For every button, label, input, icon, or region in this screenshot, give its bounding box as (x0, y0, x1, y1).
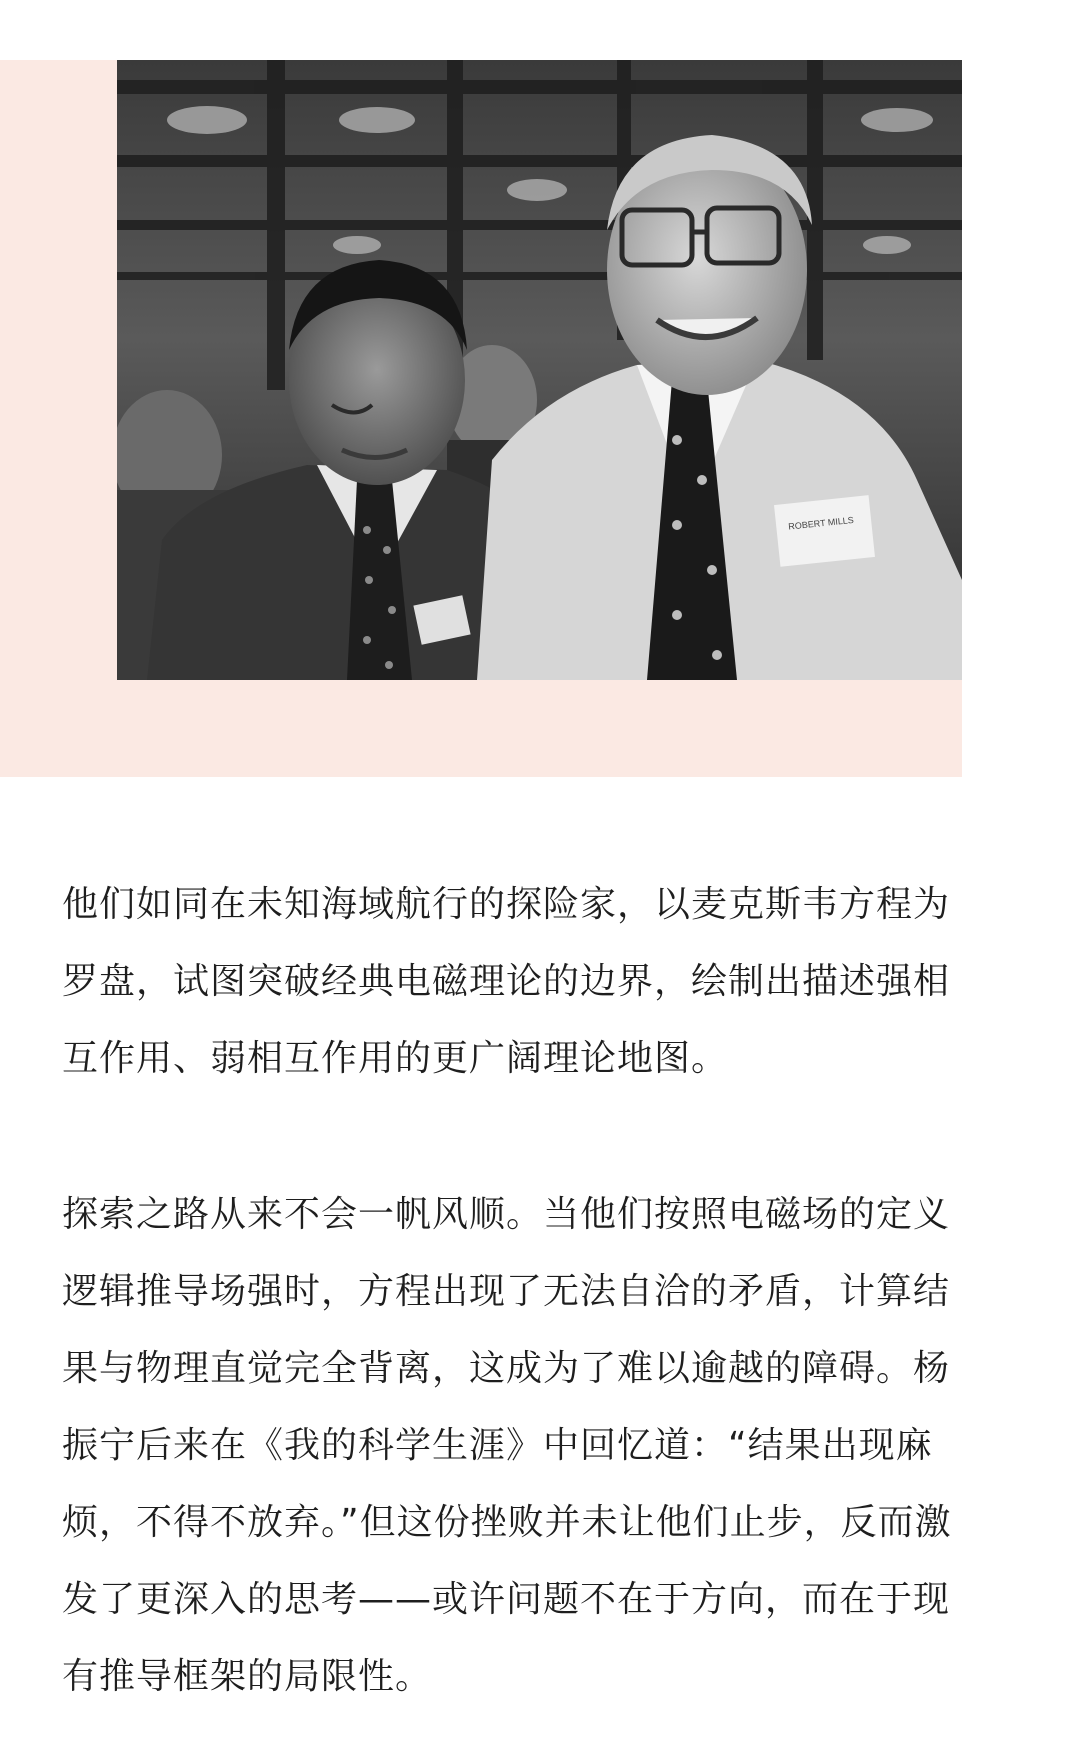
article-body (62, 866, 1022, 1715)
badge-name: ROBERT MILLS (787, 514, 855, 532)
article-paragraph: 探索之路从来不会一帆风顺。当他们按照电磁场的定义 逻辑推导场强时，方程出现了无法自洽的矛盾，计算结 果与物理直觉完全背离，这成为了难以逾越的障碍。杨 振宁后来在《我的科学生涯》中回忆道：“结果出现麻 烦，不得不放弃。”但这份挫败并未让他们止步，反而激 发了更深入的思考——或许问题不在于方向，而在于现 有推导框架的局限性。 (62, 1194, 952, 1697)
article-paragraph: 他们如同在未知海域航行的探险家，以麦克斯韦方程为 罗盘，试图突破经典电磁理论的边界，绘制出描述强相 互作用、弱相互作用的更广阔理论地图。 (62, 884, 951, 1079)
portrait-photo (117, 60, 962, 680)
black-and-white-portrait-photo-icon (117, 60, 962, 680)
